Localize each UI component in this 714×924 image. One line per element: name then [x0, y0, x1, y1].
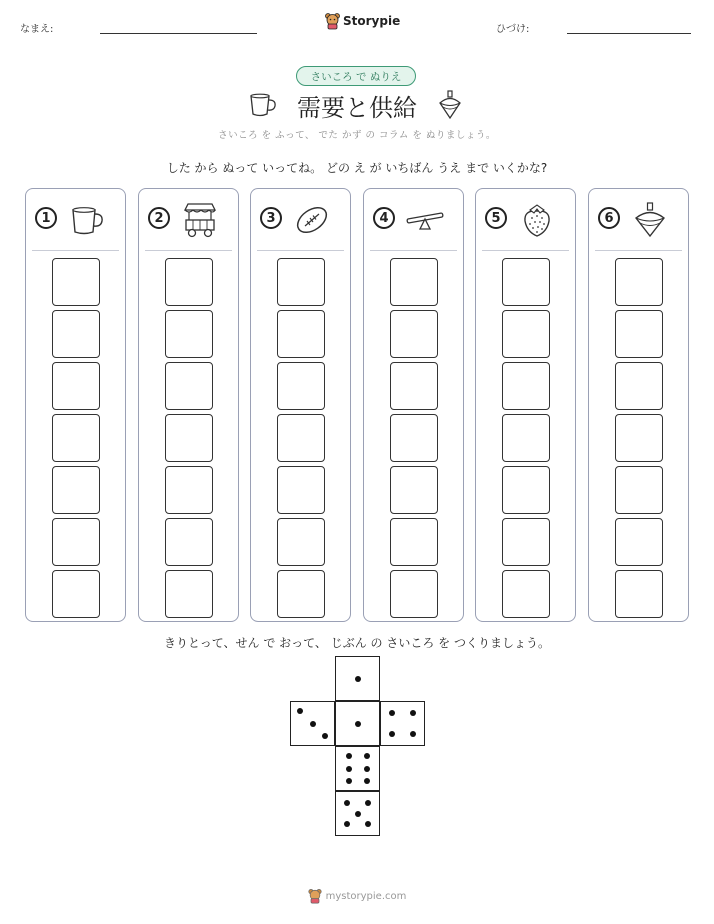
color-box[interactable]: [390, 570, 438, 618]
color-box[interactable]: [390, 466, 438, 514]
dice-pip: [322, 733, 328, 739]
color-box[interactable]: [52, 258, 100, 306]
dice-pip: [310, 721, 316, 727]
activity-badge: さいころ で ぬりえ: [296, 66, 416, 86]
color-box[interactable]: [52, 362, 100, 410]
dice-pip: [365, 800, 371, 806]
color-box[interactable]: [277, 258, 325, 306]
color-box[interactable]: [165, 362, 213, 410]
column-5: [475, 188, 576, 622]
column-number: 3: [260, 207, 282, 229]
date-line[interactable]: [567, 33, 691, 34]
spinning-top-icon: [437, 90, 463, 122]
color-box[interactable]: [165, 518, 213, 566]
column-divider: [32, 250, 119, 251]
seesaw-icon: [406, 201, 444, 239]
dice-pip: [344, 800, 350, 806]
color-box[interactable]: [502, 310, 550, 358]
dice-pip: [410, 710, 416, 716]
color-box[interactable]: [52, 414, 100, 462]
color-box[interactable]: [165, 414, 213, 462]
footer-url[interactable]: mystorypie.com: [325, 890, 407, 902]
color-box[interactable]: [615, 310, 663, 358]
logo: [325, 12, 400, 30]
column-divider: [145, 250, 232, 251]
color-box[interactable]: [502, 258, 550, 306]
food-cart-icon: [181, 201, 219, 239]
page-title: 需要と供給: [297, 94, 417, 122]
dice-pip: [389, 731, 395, 737]
strawberry-icon: [518, 201, 556, 239]
football-icon: [293, 201, 331, 239]
bear-footer-icon: [308, 888, 322, 904]
color-box[interactable]: [277, 570, 325, 618]
column-number: 6: [598, 207, 620, 229]
dice-net: [290, 656, 425, 836]
color-box[interactable]: [165, 258, 213, 306]
column-number: 4: [373, 207, 395, 229]
cup-icon: [248, 92, 278, 120]
dice-face-1: [335, 656, 380, 701]
dice-pip: [346, 778, 352, 784]
dice-face-3: [290, 701, 335, 746]
instruction-text: した から ぬって いってね。 どの え が いちばん うえ まで いくかな?: [166, 161, 548, 175]
cut-instruction: きりとって、せん で おって、 じぶん の さいころ を つくりましょう。: [164, 636, 550, 650]
column-number: 1: [35, 207, 57, 229]
color-box[interactable]: [615, 570, 663, 618]
color-box[interactable]: [52, 518, 100, 566]
color-box[interactable]: [615, 466, 663, 514]
color-box[interactable]: [615, 362, 663, 410]
color-box[interactable]: [390, 310, 438, 358]
dice-pip: [364, 766, 370, 772]
color-box[interactable]: [502, 466, 550, 514]
column-1: [25, 188, 126, 622]
dice-face-center-1: [335, 701, 380, 746]
footer: [0, 888, 714, 904]
column-divider: [370, 250, 457, 251]
column-divider: [482, 250, 569, 251]
logo-text: Storypie: [343, 14, 401, 28]
dice-face-4: [380, 701, 425, 746]
dice-pip: [364, 778, 370, 784]
column-6: [588, 188, 689, 622]
dice-pip: [355, 811, 361, 817]
dice-pip: [297, 708, 303, 714]
color-box[interactable]: [277, 414, 325, 462]
name-label: なまえ:: [20, 24, 54, 35]
color-box[interactable]: [390, 258, 438, 306]
dice-pip: [355, 676, 361, 682]
name-line[interactable]: [100, 33, 257, 34]
dice-pip: [364, 753, 370, 759]
column-number: 5: [485, 207, 507, 229]
color-box[interactable]: [502, 362, 550, 410]
color-box[interactable]: [502, 570, 550, 618]
color-box[interactable]: [165, 310, 213, 358]
color-box[interactable]: [277, 310, 325, 358]
column-3: [250, 188, 351, 622]
color-box[interactable]: [277, 518, 325, 566]
cup-icon: [68, 201, 106, 239]
dice-pip: [355, 721, 361, 727]
dice-pip: [410, 731, 416, 737]
column-4: [363, 188, 464, 622]
column-divider: [257, 250, 344, 251]
color-box[interactable]: [502, 518, 550, 566]
dice-pip: [389, 710, 395, 716]
color-box[interactable]: [277, 466, 325, 514]
color-box[interactable]: [390, 362, 438, 410]
color-box[interactable]: [165, 466, 213, 514]
color-box[interactable]: [52, 466, 100, 514]
color-box[interactable]: [52, 310, 100, 358]
column-divider: [595, 250, 682, 251]
color-box[interactable]: [615, 414, 663, 462]
dice-pip: [365, 821, 371, 827]
color-box[interactable]: [52, 570, 100, 618]
date-label: ひづけ:: [496, 24, 530, 35]
color-box[interactable]: [615, 518, 663, 566]
color-box[interactable]: [390, 518, 438, 566]
dice-pip: [346, 766, 352, 772]
dice-face-5: [335, 791, 380, 836]
color-box[interactable]: [502, 414, 550, 462]
color-box[interactable]: [165, 570, 213, 618]
bear-logo-icon: [325, 12, 340, 30]
dice-pip: [344, 821, 350, 827]
color-box[interactable]: [615, 258, 663, 306]
dice-face-6: [335, 746, 380, 791]
column-number: 2: [148, 207, 170, 229]
dice-pip: [346, 753, 352, 759]
subtitle: さいころ を ふって、 でた かず の コラム を ぬりましょう。: [218, 130, 496, 141]
column-2: [138, 188, 239, 622]
color-box[interactable]: [277, 362, 325, 410]
color-box[interactable]: [390, 414, 438, 462]
spinning-top-icon: [631, 201, 669, 239]
